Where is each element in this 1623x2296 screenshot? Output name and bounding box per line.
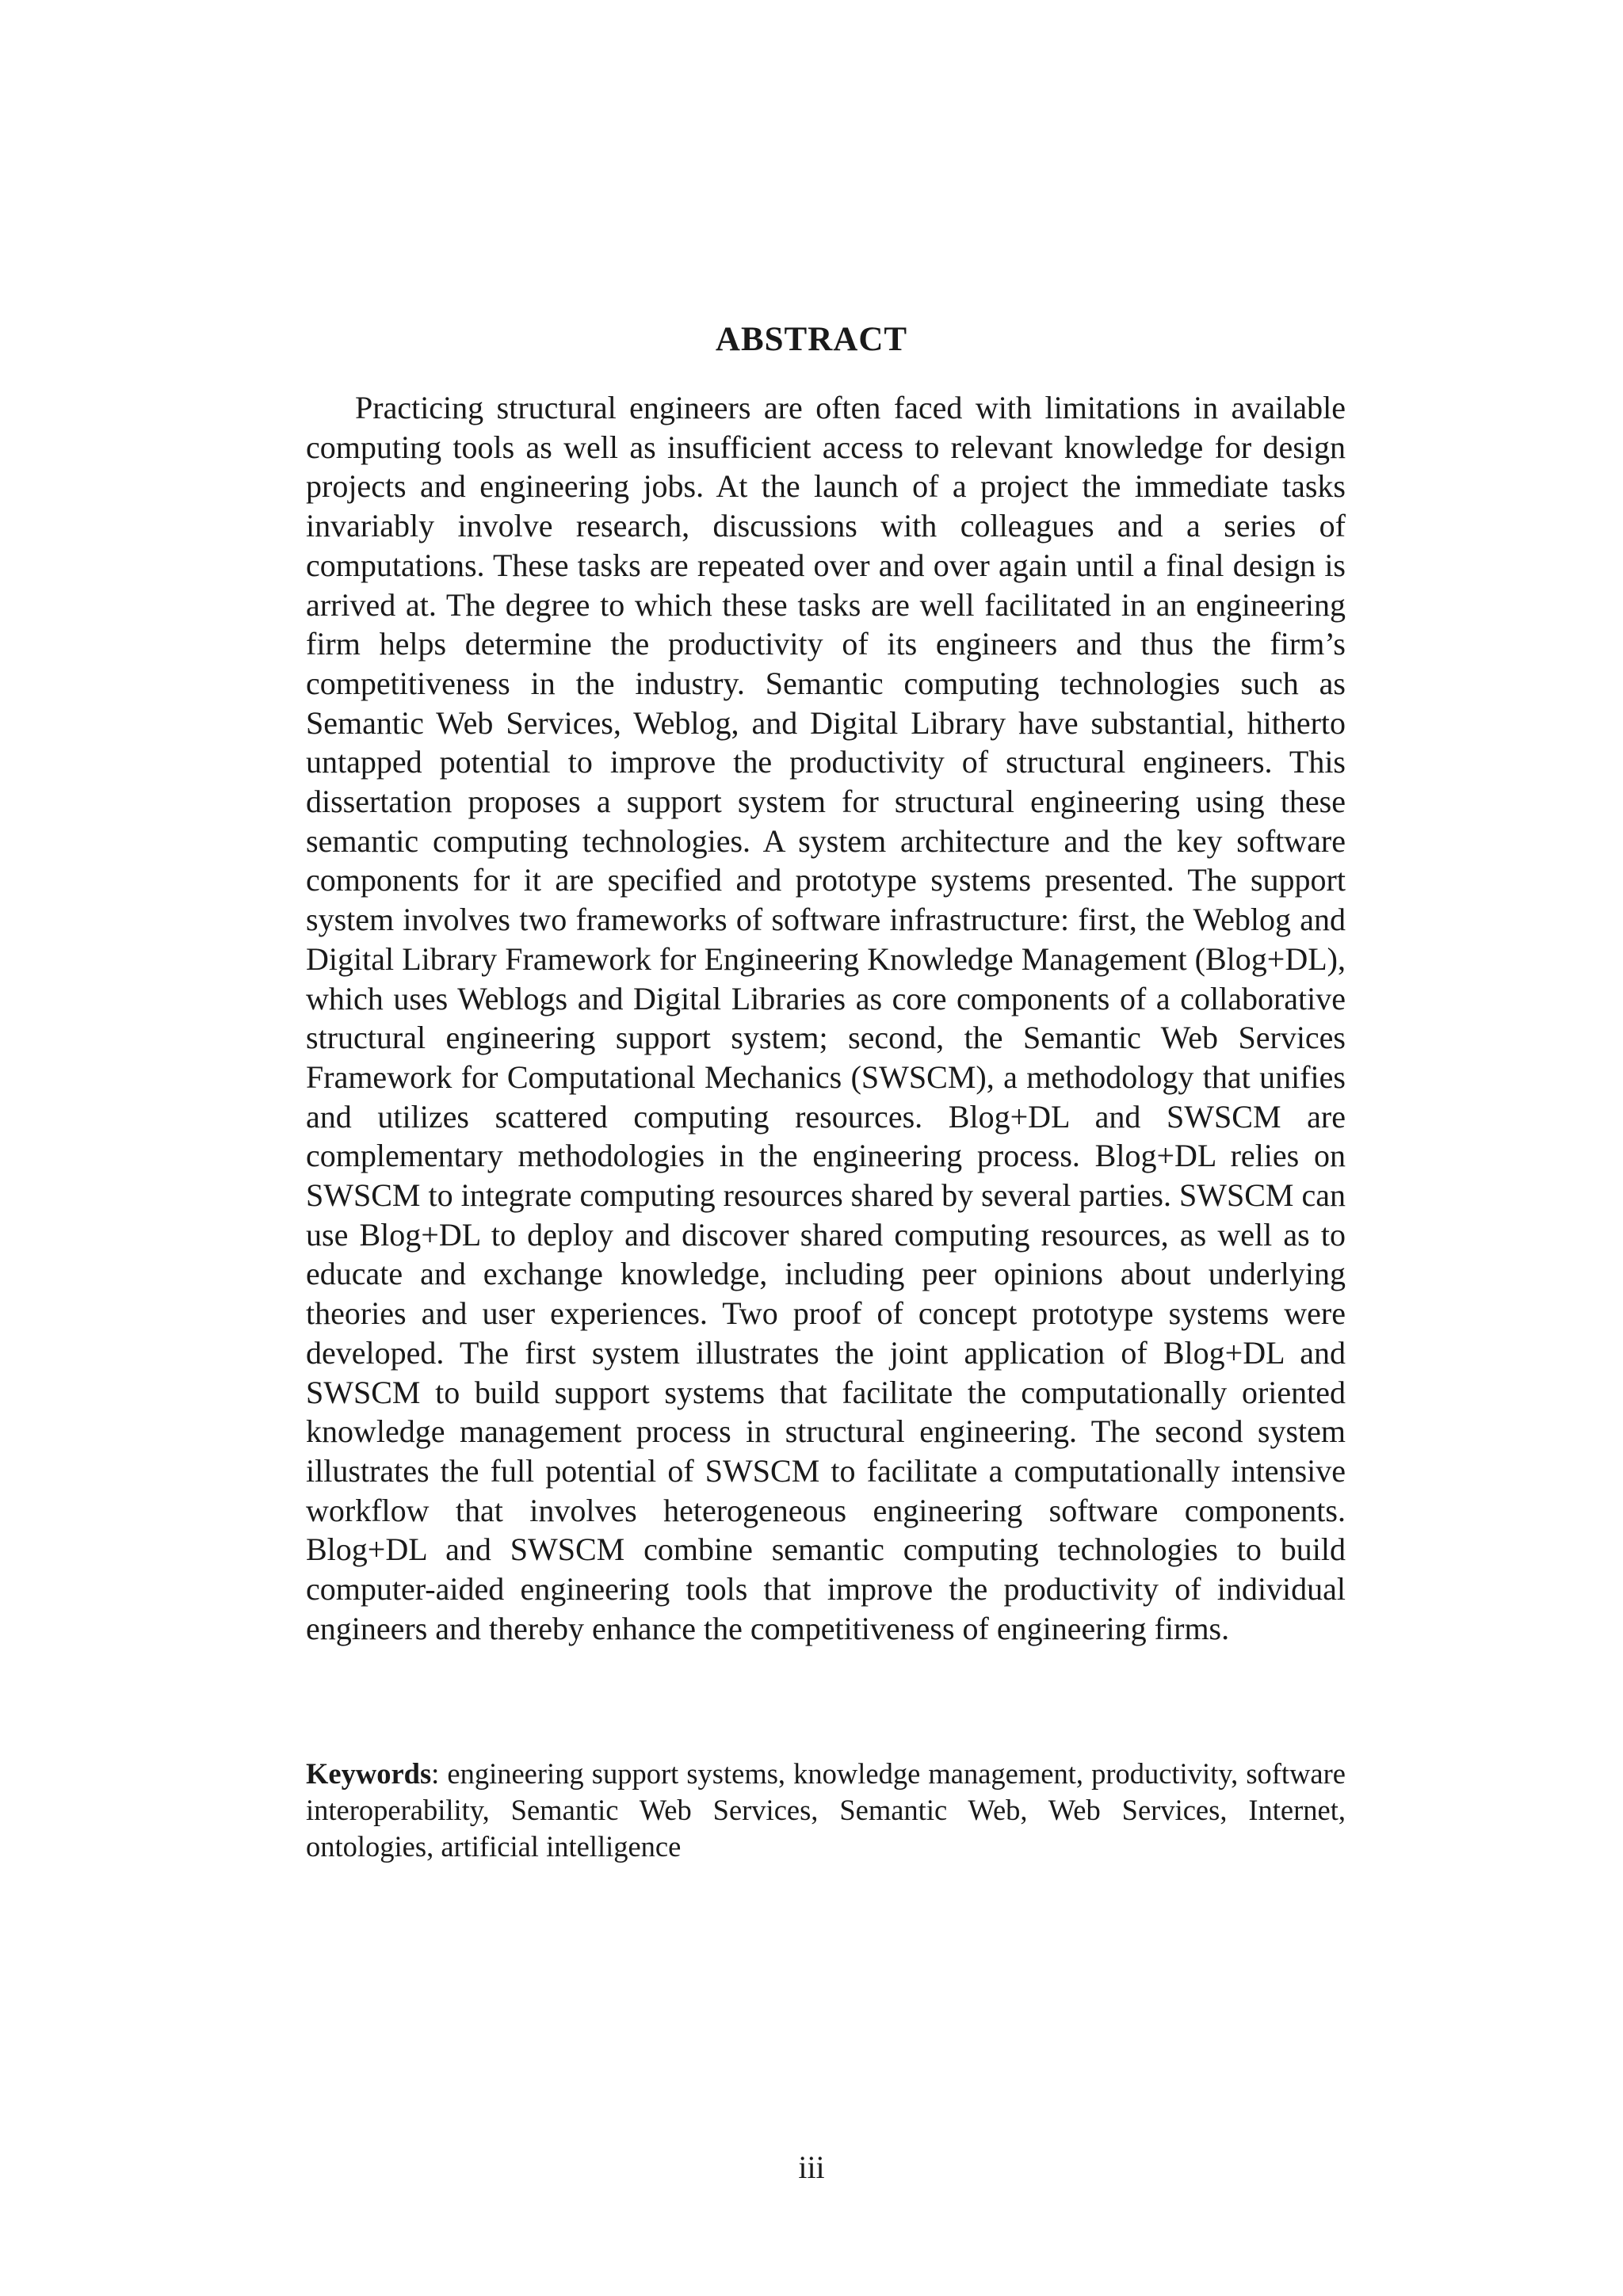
- page-number: iii: [798, 2149, 825, 2185]
- keywords-paragraph: [306, 1756, 1346, 1865]
- keywords-text: : engineering support systems, knowledge management, productivity, software interoperability, Semantic Web Services, Semantic Web, Web Services, Internet, ontologies, artificial intelligence: [306, 1757, 1346, 1863]
- abstract-body: Practicing structural engineers are often faced with limitations in available computing tools as well as insufficient access to relevant knowledge for design projects and engineering jobs. At the launch of a project the immediate tasks invariably involve research, discussions with colleagues and a series of computations. These tasks are repeated over and over again until a final design is arrived at. The degree to which these tasks are well facilitated in an engineering firm helps determine the productivity of its engineers and thus the firm’s competitiveness in the industry. Semantic computing technologies such as Semantic Web Services, Weblog, and Digital Library have substantial, hitherto untapped potential to improve the productivity of structural engineers. This dissertation proposes a support system for structural engineering using these semantic computing technologies. A system architecture and the key software components for it are specified and prototype systems presented. The support system involves two frameworks of software infrastructure: first, the Weblog and Digital Library Framework for Engineering Knowledge Management (Blog+DL), which uses Weblogs and Digital Libraries as core components of a collaborative structural engineering support system; second, the Semantic Web Services Framework for Computational Mechanics (SWSCM), a methodology that unifies and utilizes scattered computing resources. Blog+DL and SWSCM are complementary methodologies in the engineering process. Blog+DL relies on SWSCM to integrate computing resources shared by several parties. SWSCM can use Blog+DL to deploy and discover shared computing resources, as well as to educate and exchange knowledge, including peer opinions about underlying theories and user experiences. Two proof of concept prototype systems were developed. The first system illustrates the joint application of Blog+DL and SWSCM to build support systems that facilitate the computationally oriented knowledge management process in structural engineering. The second system illustrates the full potential of SWSCM to facilitate a computationally intensive workflow that involves heterogeneous engineering software components. Blog+DL and SWSCM combine semantic computing technologies to build computer-aided engineering tools that improve the productivity of individual engineers and thereby enhance the competitiveness of engineering firms.: [306, 390, 1346, 1646]
- abstract-heading: ABSTRACT: [715, 321, 908, 358]
- keywords-label: Keywords: [306, 1757, 432, 1790]
